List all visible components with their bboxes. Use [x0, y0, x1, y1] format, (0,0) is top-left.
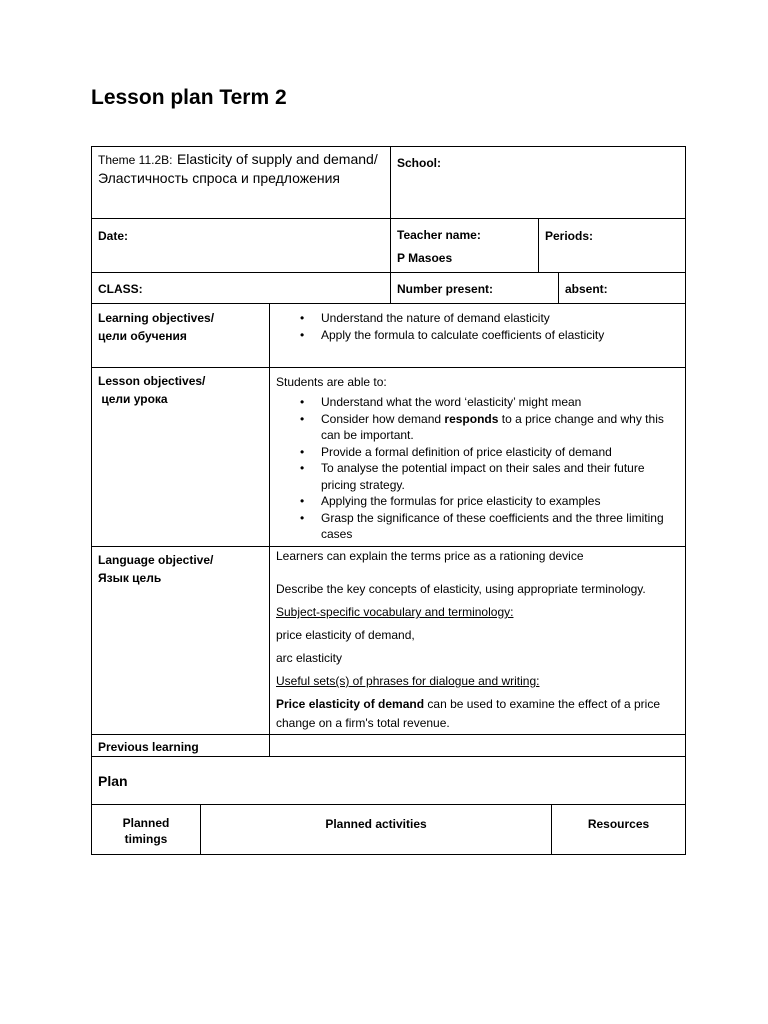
previous-learning-content	[269, 734, 686, 757]
learning-objectives-label-ru: цели обучения	[98, 329, 187, 343]
plan-row	[91, 756, 686, 805]
periods-label: Periods:	[545, 229, 594, 243]
theme-cell	[91, 146, 391, 219]
teacher-value: P Masoes	[397, 251, 453, 265]
theme-row	[91, 146, 686, 219]
theme-label: Theme 11.2B:	[98, 153, 173, 167]
list-item: • Provide a formal definition of price elasticity of demand	[276, 444, 679, 461]
language-objective-content	[269, 546, 686, 735]
learning-objectives-label-en: Learning objectives/	[98, 311, 215, 325]
class-label: CLASS:	[98, 282, 143, 296]
class-row	[91, 272, 686, 304]
list-item: • Apply the formula to calculate coefficients of elasticity	[276, 327, 679, 344]
lesson-objectives-content	[269, 367, 686, 547]
teacher-cell	[390, 218, 539, 273]
language-objective-row	[91, 546, 686, 735]
date-label: Date:	[98, 229, 129, 243]
resources-header	[551, 804, 686, 855]
list-item: • Understand what the word ‘elasticity’ might mean	[276, 394, 679, 411]
list-item-text: Consider how demand	[321, 411, 445, 426]
planned-activities-header	[200, 804, 552, 855]
previous-learning-label-cell	[91, 734, 270, 757]
list-item: • Grasp the significance of these coefficients and the three limiting cases	[276, 510, 679, 543]
resources-label: Resources	[587, 817, 650, 831]
school-cell	[390, 146, 686, 219]
lesson-objectives-label-ru: цели урока	[98, 392, 168, 406]
present-cell	[390, 272, 559, 304]
list-item: • Understand the nature of demand elasticity	[276, 310, 679, 327]
plan-heading: Plan	[98, 773, 128, 789]
planned-timings-header	[91, 804, 201, 855]
learning-objectives-label-cell	[91, 303, 270, 368]
phrase-text	[276, 696, 679, 712]
planned-timings-line-2: timings	[124, 832, 168, 846]
previous-learning-row	[91, 734, 686, 757]
theme-russian: Эластичность спроса и предложения	[98, 170, 340, 186]
class-cell	[91, 272, 391, 304]
plan-header-row	[91, 804, 686, 855]
phrases-heading: Useful sets(s) of phrases for dialogue and writing:	[276, 674, 540, 688]
phrase-rest: can be used to examine the effect of a price	[424, 697, 660, 711]
lesson-objectives-intro: Students are able to:	[276, 375, 387, 389]
phrase-line-2: change on a firm's total revenue.	[276, 716, 450, 730]
school-label: School:	[397, 156, 441, 170]
planned-activities-label: Planned activities	[325, 817, 427, 831]
language-line-2: Describe the key concepts of elasticity, using appropriate terminology.	[276, 582, 646, 596]
absent-cell	[558, 272, 686, 304]
absent-label: absent:	[565, 282, 608, 296]
language-objective-label-en: Language objective/	[98, 553, 214, 567]
teacher-label: Teacher name:	[397, 228, 481, 242]
date-cell	[91, 218, 391, 273]
list-item: • Applying the formulas for price elasticity to examples	[276, 493, 679, 510]
periods-cell	[538, 218, 686, 273]
language-objective-label-ru: Язык цель	[98, 571, 162, 585]
language-line-1: Learners can explain the terms price as a rationing device	[276, 549, 584, 563]
lesson-objectives-label-en: Lesson objectives/	[98, 374, 206, 388]
lesson-objectives-list	[276, 394, 679, 543]
learning-objectives-list	[276, 310, 679, 343]
vocab-item: price elasticity of demand,	[276, 628, 415, 642]
page-title: Lesson plan Term 2	[91, 86, 287, 109]
date-row	[91, 218, 686, 273]
list-item-text: to a price change and why this can be important.	[321, 411, 664, 442]
present-label: Number present:	[397, 282, 494, 296]
theme-value: Elasticity of supply and demand/	[176, 151, 378, 167]
list-item	[276, 411, 679, 444]
list-item-bold: responds	[444, 411, 499, 426]
language-objective-label-cell	[91, 546, 270, 735]
planned-timings-line-1: Planned	[122, 816, 170, 830]
learning-objectives-content	[269, 303, 686, 368]
list-item: • To analyse the potential impact on their sales and their future pricing strategy.	[276, 460, 679, 493]
vocab-item: arc elasticity	[276, 651, 343, 665]
learning-objectives-row	[91, 303, 686, 368]
phrase-bold: Price elasticity of demand	[276, 697, 425, 711]
previous-learning-label: Previous learning	[98, 740, 199, 754]
lesson-objectives-label-cell	[91, 367, 270, 547]
plan-cell	[91, 756, 686, 805]
lesson-objectives-row	[91, 367, 686, 547]
vocab-heading: Subject-specific vocabulary and terminology:	[276, 605, 514, 619]
